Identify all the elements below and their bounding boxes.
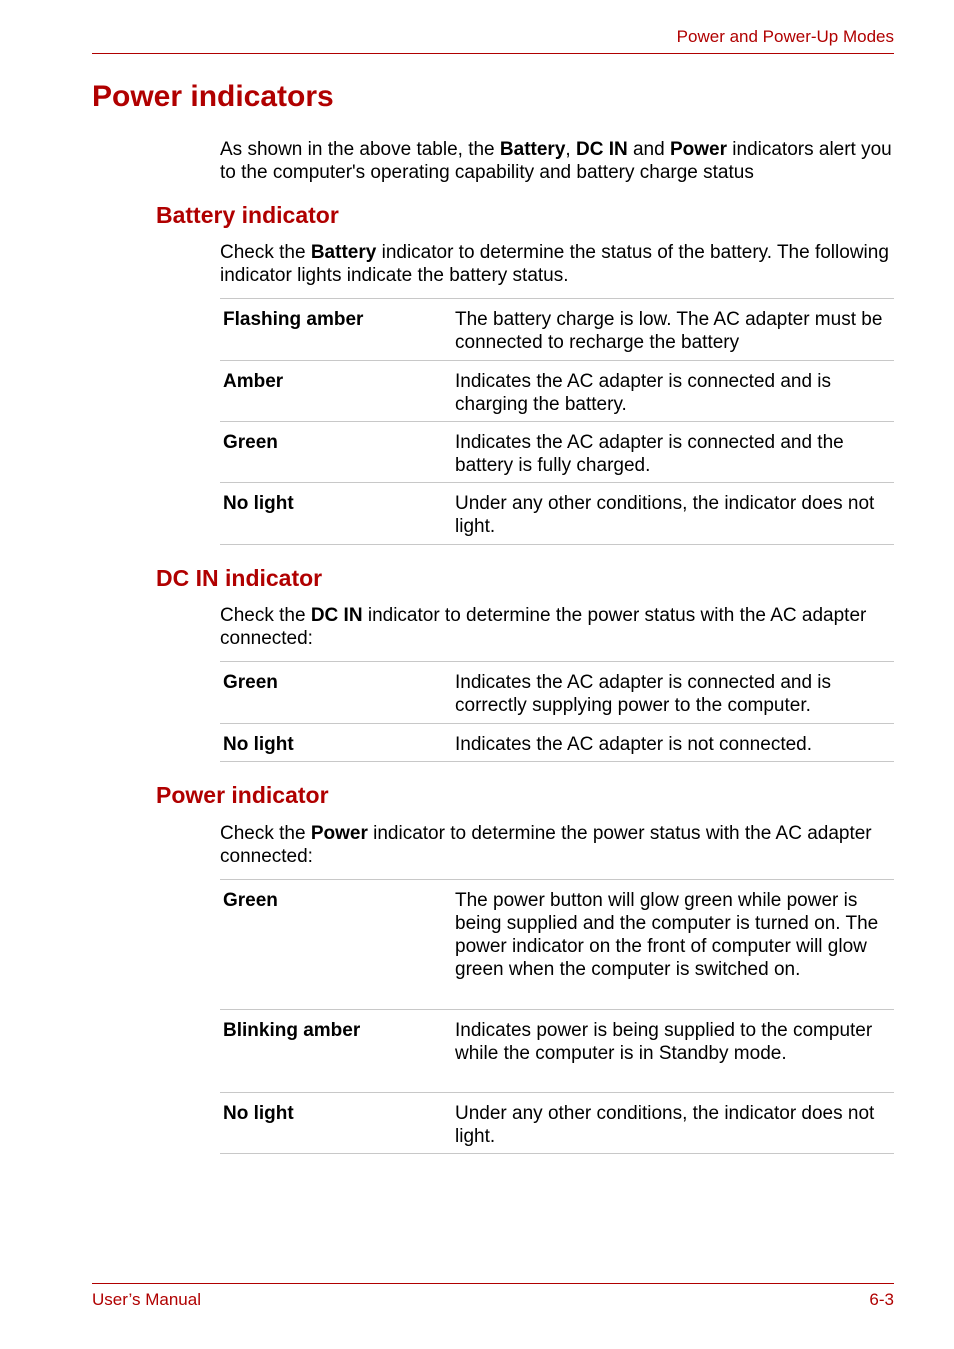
page-number: 6-3: [869, 1290, 894, 1309]
indicator-state: Green: [223, 432, 278, 453]
table-row: [220, 662, 894, 724]
table-row: [220, 1010, 894, 1093]
indicator-state: No light: [223, 493, 294, 514]
table-row: [220, 299, 894, 361]
indicator-description: Indicates power is being supplied to the computer while the computer is in Standby mode.: [455, 1020, 873, 1064]
indicator-state: Flashing amber: [223, 309, 364, 330]
battery-table: [220, 298, 894, 545]
battery-paragraph: Check the Battery indicator to determine the status of the battery. The following indicator lights indicate the battery status.: [220, 242, 889, 286]
indicator-state: Green: [223, 890, 278, 911]
table-row: [220, 724, 894, 762]
indicator-description: The power button will glow green while power is being supplied and the computer is turned on. The power indicator on the front of computer will glow green when the computer is switched on.: [455, 890, 879, 980]
intro-paragraph: As shown in the above table, the Battery, DC IN and Power indicators alert you to the computer's operating capability and battery charge status: [220, 139, 892, 183]
power-heading: Power indicator: [156, 782, 329, 808]
table-row: [220, 483, 894, 545]
page-title: Power indicators: [92, 80, 334, 113]
battery-heading: Battery indicator: [156, 202, 339, 228]
indicator-state: Blinking amber: [223, 1020, 361, 1041]
indicator-description: Indicates the AC adapter is connected and is correctly supplying power to the computer.: [455, 672, 832, 716]
indicator-state: Amber: [223, 371, 284, 392]
power-paragraph: Check the Power indicator to determine the power status with the AC adapter connected:: [220, 823, 872, 867]
table-row: [220, 361, 894, 422]
footer-rule: [92, 1283, 894, 1284]
table-row: [220, 1093, 894, 1154]
dcin-table: [220, 661, 894, 762]
table-row: [220, 880, 894, 1010]
header-rule: [92, 53, 894, 54]
dcin-heading: DC IN indicator: [156, 565, 323, 591]
indicator-state: No light: [223, 734, 294, 755]
indicator-description: Indicates the AC adapter is not connected.: [455, 734, 813, 755]
indicator-state: Green: [223, 672, 278, 693]
running-header: Power and Power-Up Modes: [676, 27, 894, 46]
indicator-description: Indicates the AC adapter is connected and is charging the battery.: [455, 371, 832, 415]
indicator-description: Under any other conditions, the indicator does not light.: [455, 1103, 875, 1147]
indicator-description: Indicates the AC adapter is connected and the battery is fully charged.: [455, 432, 844, 476]
power-table: [220, 879, 894, 1154]
dcin-paragraph: Check the DC IN indicator to determine the power status with the AC adapter connected:: [220, 605, 867, 649]
indicator-description: The battery charge is low. The AC adapter must be connected to recharge the battery: [455, 309, 883, 353]
footer-manual-name: User’s Manual: [92, 1290, 201, 1309]
indicator-description: Under any other conditions, the indicator does not light.: [455, 493, 875, 537]
indicator-state: No light: [223, 1103, 294, 1124]
table-row: [220, 422, 894, 483]
